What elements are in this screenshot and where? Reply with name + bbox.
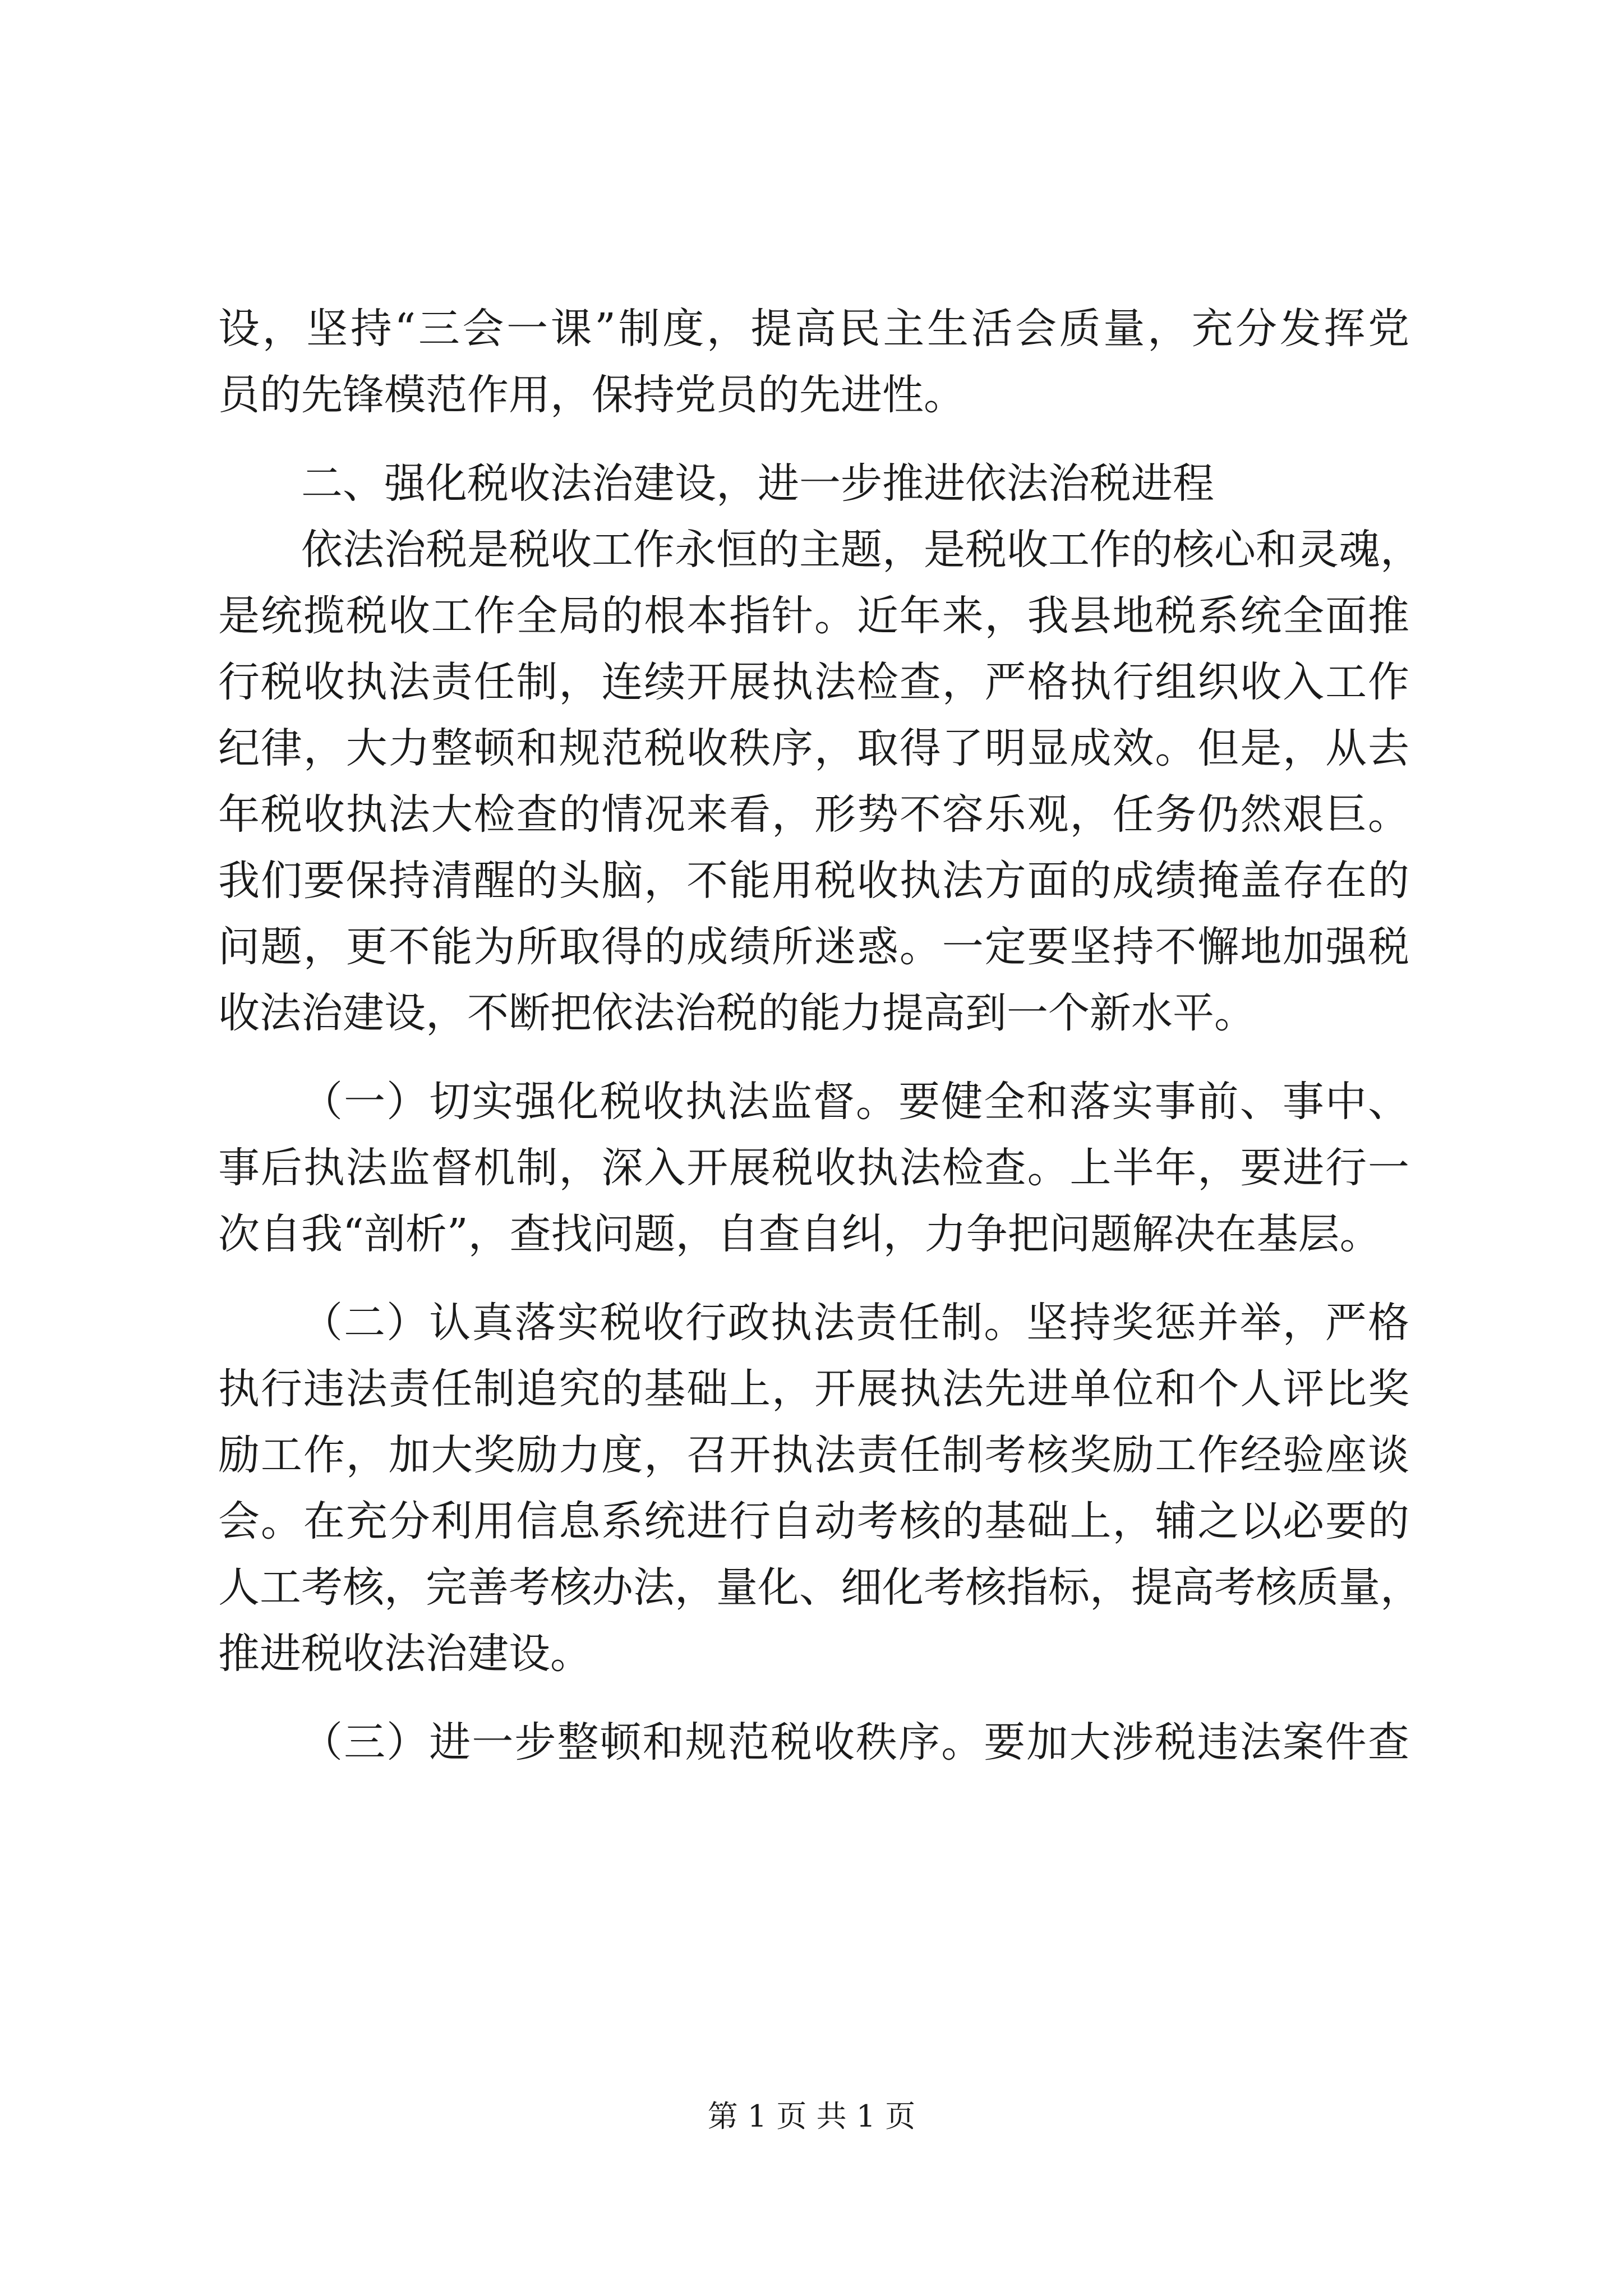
text-line: 会。在充分利用信息系统进行自动考核的基础上，辅之以必要的: [218, 1497, 1409, 1545]
section-heading: 二、强化税收法治建设，进一步推进依法治税进程: [301, 459, 1214, 508]
text-line: 人工考核，完善考核办法，量化、细化考核指标，提高考核质量，: [218, 1563, 1422, 1612]
page-footer: 第 1 页 共 1 页: [707, 2099, 916, 2134]
text-line: 推进税收法治建设。: [218, 1630, 592, 1678]
text-line: 事后执法监督机制，深入开展税收执法检查。上半年，要进行一: [218, 1144, 1409, 1192]
text-line: 励工作，加大奖励力度，召开执法责任制考核奖励工作经验座谈: [218, 1431, 1409, 1479]
text-line: 是统揽税收工作全局的根本指针。近年来，我县地税系统全面推: [218, 592, 1409, 640]
continuation-paragraph: [218, 296, 1409, 428]
text-line: （三）进一步整顿和规范税收秩序。要加大涉税违法案件查: [301, 1718, 1409, 1766]
text-line: 行税收执法责任制，连续开展执法检查，严格执行组织收入工作: [218, 658, 1409, 706]
text-line: 收法治建设，不断把依法治税的能力提高到一个新水平。: [218, 989, 1256, 1037]
paragraph-1: [218, 517, 1422, 1046]
text-line: （一）切实强化税收执法监督。要健全和落实事前、事中、: [301, 1078, 1409, 1126]
text-line: 执行违法责任制追究的基础上，开展执法先进单位和个人评比奖: [218, 1365, 1409, 1413]
text-line: 年税收执法大检查的情况来看，形势不容乐观，任务仍然艰巨。: [218, 790, 1409, 839]
text-line: 纪律，大力整顿和规范税收秩序，取得了明显成效。但是，从去: [218, 724, 1409, 772]
text-line: 设，坚持“三会一课”制度，提高民主生活会质量，充分发挥党: [218, 305, 1409, 353]
text-line: 问题，更不能为所取得的成绩所迷惑。一定要坚持不懈地加强税: [218, 923, 1409, 971]
paragraph-4: [218, 1709, 1409, 1775]
text-line: 依法治税是税收工作永恒的主题，是税收工作的核心和灵魂，: [301, 526, 1422, 574]
text-line: 我们要保持清醒的头脑，不能用税收执法方面的成绩掩盖存在的: [218, 857, 1409, 905]
text-line: 次自我“剖析”，查找问题，自查自纠，力争把问题解决在基层。: [218, 1210, 1381, 1258]
paragraph-3: [218, 1290, 1422, 1687]
paragraph-2: [218, 1069, 1409, 1267]
text-line: （二）认真落实税收行政执法责任制。坚持奖惩并举，严格: [301, 1299, 1409, 1347]
document-body: [218, 296, 1422, 1775]
text-line: 员的先锋模范作用，保持党员的先进性。: [218, 371, 965, 419]
